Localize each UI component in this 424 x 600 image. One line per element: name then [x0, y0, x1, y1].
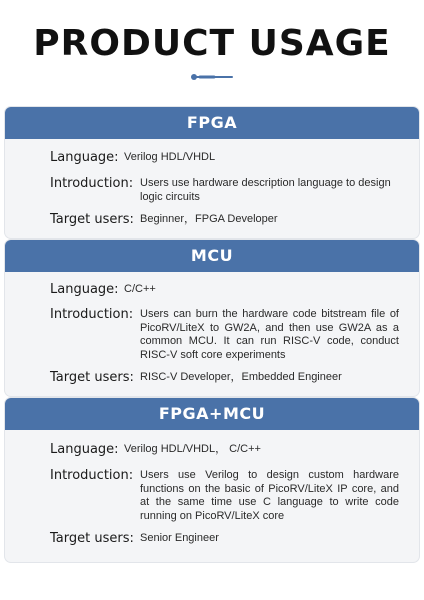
- usage-card-fpga: [5, 107, 419, 238]
- target-users-row: [50, 211, 399, 231]
- introduction-row: [50, 175, 399, 207]
- language-label: Language:: [50, 442, 119, 457]
- card-header-mcu: MCU: [5, 240, 419, 272]
- target-users-label: Target users:: [50, 370, 134, 385]
- language-value: Verilog HDL/VHDL: [124, 151, 216, 163]
- target-users-row: [50, 530, 399, 550]
- card-header-fpga: FPGA: [5, 107, 419, 139]
- introduction-value: Users use Verilog to design custom hardware functions on the basic of PicoRV/LiteX IP core, and at the same time use C language to write code running on PicoRV/LiteX core: [140, 469, 399, 522]
- introduction-row: [50, 467, 399, 525]
- card-header-fpga-mcu: FPGA+MCU: [5, 398, 419, 430]
- language-value: Verilog HDL/VHDL， C/C++: [124, 443, 261, 455]
- language-label: Language:: [50, 150, 119, 165]
- usage-card-mcu: [5, 240, 419, 396]
- target-users-value: RISC-V Developer，Embedded Engineer: [140, 371, 342, 383]
- introduction-value: Users can burn the hardware code bitstream file of PicoRV/LiteX to GW2A, and then use GW2A as a common MCU. It can run RISC-V code, conduct RISC-V soft core experiments: [140, 308, 399, 361]
- target-users-label: Target users:: [50, 212, 134, 227]
- target-users-value: Senior Engineer: [140, 532, 219, 544]
- target-users-label: Target users:: [50, 531, 134, 546]
- title-divider-icon: [190, 72, 234, 82]
- target-users-value: Beginner，FPGA Developer: [140, 213, 278, 225]
- target-users-row: [50, 369, 399, 389]
- introduction-label: Introduction:: [50, 176, 134, 191]
- page-title: PRODUCT USAGE: [33, 23, 391, 64]
- introduction-row: [50, 306, 399, 364]
- language-row: [50, 441, 399, 461]
- language-row: [50, 281, 399, 301]
- language-value: C/C++: [124, 283, 156, 295]
- introduction-label: Introduction:: [50, 468, 134, 483]
- usage-card-fpga-mcu: [5, 398, 419, 562]
- language-row: [50, 149, 399, 169]
- introduction-value: Users use hardware description language to design logic circuits: [140, 177, 391, 203]
- introduction-label: Introduction:: [50, 307, 134, 322]
- language-label: Language:: [50, 282, 119, 297]
